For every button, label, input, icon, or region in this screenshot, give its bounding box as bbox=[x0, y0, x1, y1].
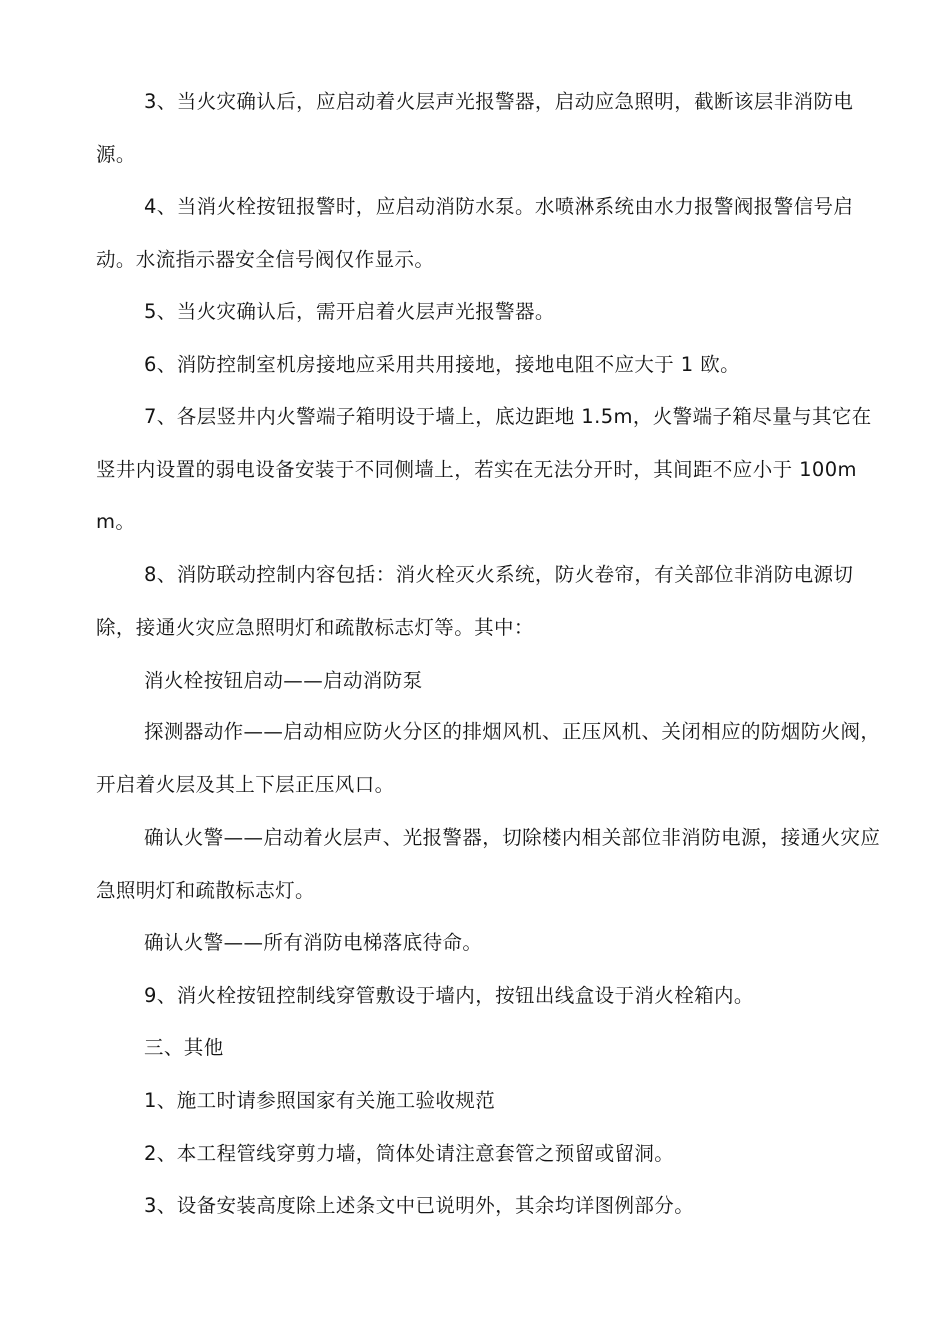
paragraph-other-3-install-height: 3、设备安装高度除上述条文中已说明外，其余均详图例部分。 bbox=[144, 1194, 695, 1217]
paragraph-item-4-hydrant-alarm: 4、当消火栓按钮报警时，应启动消防水泵。水喷淋系统由水力报警阀报警信号启动。水流指示器安全信号阀仅作显示。 bbox=[96, 195, 854, 271]
paragraph-item-9-cable-conduit: 9、消火栓按钮控制线穿管敷设于墙内，按钮出线盒设于消火栓箱内。 bbox=[144, 984, 754, 1007]
paragraph-linkage-hydrant: 消火栓按钮启动——启动消防泵 bbox=[144, 669, 423, 692]
section-heading-other: 三、其他 bbox=[144, 1036, 224, 1059]
paragraph-item-8-linkage-control: 8、消防联动控制内容包括：消火栓灭火系统，防火卷帘，有关部位非消防电源切除，接通火灾应急照明灯和疏散标志灯等。其中： bbox=[96, 563, 854, 639]
paragraph-other-1-standards: 1、施工时请参照国家有关施工验收规范 bbox=[144, 1089, 496, 1112]
paragraph-item-3-fire-confirm: 3、当火灾确认后，应启动着火层声光报警器，启动应急照明，截断该层非消防电源。 bbox=[96, 90, 854, 166]
paragraph-linkage-detector: 探测器动作——启动相应防火分区的排烟风机、正压风机、关闭相应的防烟防火阀，开启着火层及其上下层正压风口。 bbox=[96, 720, 881, 796]
paragraph-item-7-terminal-box: 7、各层竖井内火警端子箱明设于墙上，底边距地 1.5m，火警端子箱尽量与其它在竖井内设置的弱电设备安装于不同侧墙上，若实在无法分开时，其间距不应小于 100mm。 bbox=[96, 405, 872, 533]
paragraph-other-2-sleeves: 2、本工程管线穿剪力墙，筒体处请注意套管之预留或留洞。 bbox=[144, 1142, 675, 1165]
paragraph-item-6-grounding: 6、消防控制室机房接地应采用共用接地，接地电阻不应大于 1 欧。 bbox=[144, 353, 741, 376]
paragraph-linkage-elevator: 确认火警——所有消防电梯落底待命。 bbox=[144, 931, 483, 954]
paragraph-linkage-confirm-alarm: 确认火警——启动着火层声、光报警器，切除楼内相关部位非消防电源，接通火灾应急照明灯和疏散标志灯。 bbox=[96, 826, 881, 902]
paragraph-item-5-alarm-open: 5、当火灾确认后，需开启着火层声光报警器。 bbox=[144, 300, 555, 323]
